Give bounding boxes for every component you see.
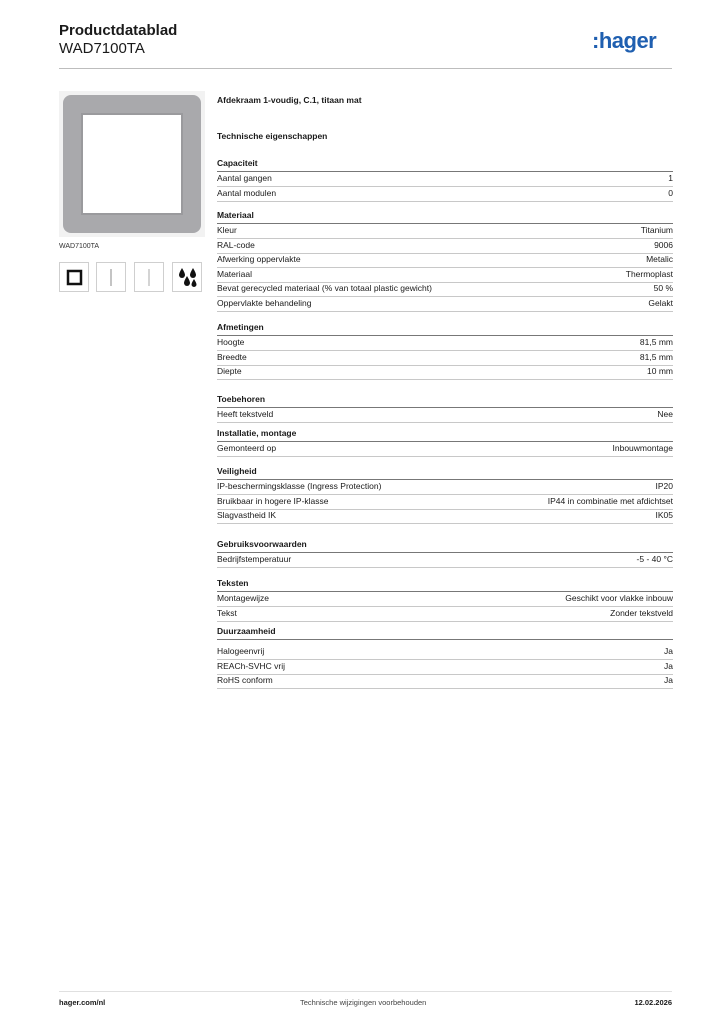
- spec-row: [217, 282, 673, 297]
- header-divider: [59, 68, 672, 69]
- spec-label: Breedte: [217, 351, 247, 362]
- spec-row: [217, 268, 673, 283]
- spec-value: Thermoplast: [625, 268, 673, 279]
- spec-label: Gemonteerd op: [217, 443, 277, 453]
- square-frame-icon: [59, 262, 89, 292]
- spec-row: [217, 592, 673, 607]
- spec-value: Metalic: [646, 254, 673, 264]
- spec-row: [217, 408, 673, 423]
- spec-label: Materiaal: [217, 268, 252, 279]
- spec-value: Gelakt: [648, 297, 673, 308]
- spec-row: [217, 253, 673, 268]
- spec-row: [217, 365, 673, 380]
- spec-label: RAL-code: [217, 239, 255, 250]
- spec-row: [217, 187, 673, 202]
- page-title: Productdatablad: [59, 22, 178, 39]
- spec-value: Zonder tekstveld: [610, 607, 673, 618]
- spec-row: [217, 660, 673, 675]
- spec-value: 0: [668, 187, 673, 198]
- spec-label: Oppervlakte behandeling: [217, 297, 312, 308]
- frame-opening: [81, 113, 183, 215]
- spec-row: [217, 336, 673, 351]
- spec-label: Heeft tekstveld: [217, 409, 274, 419]
- spec-value: -5 - 40 °C: [636, 554, 673, 564]
- spec-label: Bevat gerecycled materiaal (% van totaal plastic gewicht): [217, 283, 432, 293]
- spec-row: [217, 239, 673, 254]
- spec-label: IP-beschermingsklasse (Ingress Protection): [217, 481, 382, 491]
- spec-value: Geschikt voor vlakke inbouw: [565, 593, 673, 603]
- footer-website[interactable]: hager.com/nl: [59, 998, 106, 1007]
- section-title: Duurzaamheid: [217, 626, 673, 640]
- spec-label: REACh-SVHC vrij: [217, 660, 286, 671]
- spec-label: Aantal gangen: [217, 173, 272, 183]
- spec-label: Diepte: [217, 366, 242, 376]
- spec-value: Titanium: [640, 225, 673, 235]
- spec-value: Ja: [664, 660, 673, 671]
- spec-row: [217, 297, 673, 312]
- spec-label: Aantal modulen: [217, 187, 277, 198]
- spec-row: [217, 495, 673, 510]
- spec-label: Halogeenvrij: [217, 646, 265, 656]
- spec-value: 9006: [654, 239, 673, 250]
- section-title: Teksten: [217, 578, 673, 592]
- spec-row: [217, 553, 673, 568]
- spec-value: Ja: [664, 675, 673, 685]
- spec-value: 81,5 mm: [639, 337, 673, 347]
- section-title: Gebruiksvoorwaarden: [217, 539, 673, 553]
- section-title: Afmetingen: [217, 322, 673, 336]
- footer-divider: [59, 991, 672, 992]
- spec-label: Slagvastheid IK: [217, 510, 277, 520]
- spec-row: [217, 172, 673, 187]
- product-code: WAD7100TA: [59, 40, 145, 57]
- vertical-line-thin-icon: [134, 262, 164, 292]
- spec-label: Bruikbaar in hogere IP-klasse: [217, 495, 329, 506]
- footer-disclaimer: Technische wijzigingen voorbehouden: [300, 998, 427, 1007]
- spec-value: Ja: [664, 646, 673, 656]
- spec-label: RoHS conform: [217, 675, 273, 685]
- spec-label: Tekst: [217, 607, 237, 618]
- spec-label: Hoogte: [217, 337, 245, 347]
- spec-row: [217, 607, 673, 622]
- footer-date: 12.02.2026: [634, 998, 672, 1007]
- spec-value: IP44 in combinatie met afdichtset: [547, 495, 673, 506]
- section-title: Veiligheid: [217, 466, 673, 480]
- page-header: [59, 22, 177, 58]
- spec-row: [217, 442, 673, 457]
- spec-value: IK05: [655, 510, 673, 520]
- spec-row: [217, 645, 673, 660]
- section-title: Toebehoren: [217, 394, 673, 408]
- spec-row: [217, 224, 673, 239]
- spec-row: [217, 351, 673, 366]
- spec-value: Nee: [657, 409, 673, 419]
- product-name: Afdekraam 1-voudig, C.1, titaan mat: [217, 95, 362, 105]
- section-title: Capaciteit: [217, 158, 673, 172]
- vertical-line-icon: [96, 262, 126, 292]
- frame-outer: [63, 95, 201, 233]
- hager-logo: :hager: [592, 28, 657, 53]
- spec-value: Inbouwmontage: [612, 443, 673, 453]
- spec-row: [217, 509, 673, 524]
- spec-value: 50 %: [653, 283, 673, 293]
- spec-value: IP20: [655, 481, 673, 491]
- spec-value: 81,5 mm: [639, 351, 673, 362]
- product-image: [59, 91, 205, 237]
- section-title: Installatie, montage: [217, 428, 673, 442]
- spec-row: [217, 480, 673, 495]
- technical-properties-heading: Technische eigenschappen: [217, 131, 328, 141]
- spec-label: Afwerking oppervlakte: [217, 254, 301, 264]
- spec-row: [217, 674, 673, 689]
- spec-label: Montagewijze: [217, 593, 269, 603]
- image-caption: WAD7100TA: [59, 243, 100, 250]
- spec-label: Bedrijfstemperatuur: [217, 554, 292, 564]
- spec-value: 10 mm: [647, 366, 673, 376]
- spec-value: 1: [668, 173, 673, 183]
- water-drops-icon: [172, 262, 202, 292]
- section-title: Materiaal: [217, 210, 673, 224]
- spec-label: Kleur: [217, 225, 237, 235]
